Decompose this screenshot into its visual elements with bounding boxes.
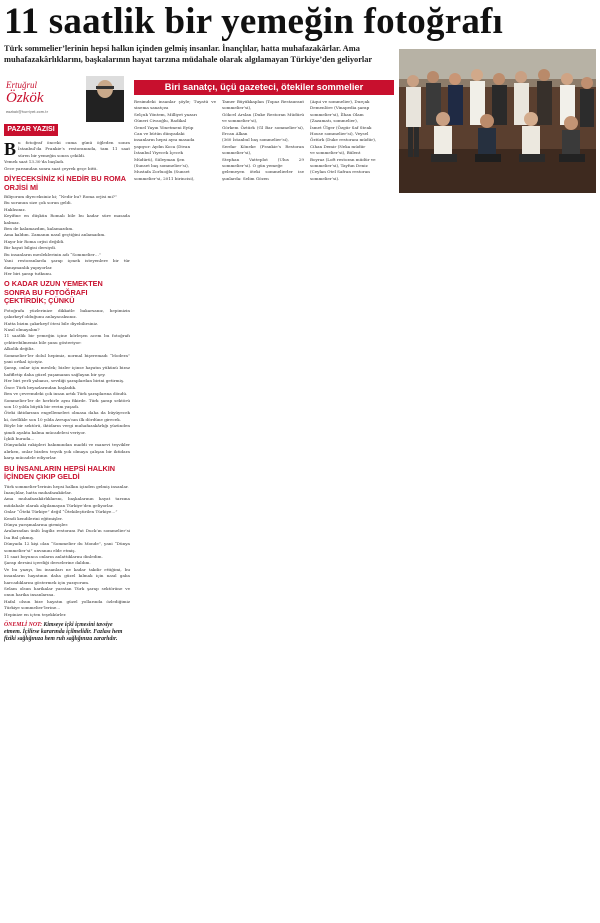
- body-paragraph: Nasıl olmayalım?: [4, 327, 40, 333]
- caption-line: (360 İstanbul baş sommelier’si),: [222, 137, 289, 143]
- body-paragraph: Gece yarısından sonra saat çeyrek geçe bitti.: [4, 165, 98, 171]
- column-tag: PAZAR YAZISI: [4, 124, 58, 136]
- body-paragraph: Bir hayat bilgisi dersiydi.: [4, 245, 57, 251]
- caption-line: (Sunset baş sommelier’si),: [134, 163, 189, 169]
- body-paragraph: Dünya yarışmalarına girmişler.: [4, 522, 69, 527]
- caption-line: insanların hepsi aynı masada: [134, 137, 195, 143]
- intro-text: u fotoğraf önceki cuma günü öğleden sonra İstanbul’da Frankie’s restoranında, tam 11 saat süren bir yemeğin sonra çekildi.: [18, 140, 130, 158]
- caption-line: sommelier’si, 2011 birincisi),: [134, 175, 195, 181]
- author-block: [4, 76, 128, 124]
- caption-line: Can ve bütün dünyadaki: [134, 131, 185, 137]
- caption-line: Görkem Öztürk (Gl Bar sommelier’si), Ercan Alkan: [222, 124, 304, 137]
- caption-line: House sommelier’si), Veysel: [310, 131, 369, 137]
- subheading-1: DİYECEKSİNİZ Kİ NEDİR BU ROMA ORJİSİ Mİ: [4, 174, 126, 192]
- author-email[interactable]: eozkok@hurriyet.com.tr: [6, 110, 49, 114]
- caption-line: İstanbul Yiyecek İçecek: [134, 150, 184, 156]
- body-paragraph: Şarap dersini içerdiği derselerine daldım.: [4, 560, 91, 566]
- author-glasses: [96, 86, 114, 89]
- body-paragraph: Dünyadaki rakipleri bakımından maddi ve manevi teşvikler alırken, onlar bizden teşvik yok olmaya çalışan bir iktidara karşı mücadele ediyorlar.: [4, 442, 130, 461]
- lead-paragraph: Türk sommelier’lerinin hepsi halkın içinden gelmiş insanlar. İnançlılar, hatta muhafazakârlar. Ama muhafazakârlıklarını, başkalarının hayat tarzına müdahale olarak algılamayan Türkiye’den geliyorlar: [4, 44, 373, 64]
- body-paragraph: Hepinize en içten teşekkürler.: [4, 611, 67, 617]
- body-paragraph: Bu sorunun size çok sorun geldi.: [4, 200, 72, 206]
- body-paragraph: Onlar “Öteki Türkiye” değil “Ötekileştirilen Türkiye…”: [4, 509, 118, 515]
- author-first-name: Ertuğrul: [6, 80, 38, 90]
- body-paragraph: 11 saatlik bir yemeğin içine körleşen acem bu fotoğrafı çektirebilmemiz bile şunu gösteriyor:: [4, 333, 130, 345]
- caption-line: Tamer Büyükkaplan (Topaz Restaurant sommelier’si),: [222, 99, 304, 111]
- important-note: [4, 622, 130, 643]
- body-paragraph: Yemek saat 13.30’da başladı.: [4, 159, 65, 165]
- body-paragraph: Aralarından ünlü İngiliz restoranı Fat Duck’ın sommelier’si İsa Bal çıkmış.: [4, 528, 130, 540]
- caption-col-1: [134, 99, 216, 182]
- body-paragraph: Alkolik değiliz.: [4, 346, 35, 352]
- headline: 11 saatlik bir yemeğin fotoğrafı: [4, 1, 504, 42]
- body-paragraph: Her biri şarap tutkunu.: [4, 270, 53, 276]
- caption-line: Serdar Köneke (Frankie’s Restoran sommelier’si),: [222, 143, 304, 156]
- caption-line: Cihan Demir (Neka müdür: [310, 143, 366, 149]
- caption-line: Güneri Civaoğlu, Radikal: [134, 118, 187, 124]
- body-paragraph: Keyifine en düşkün Romalı bile bu kadar süre masada kalmaz.: [4, 213, 130, 225]
- body-paragraph: Öteki iktidarının engellemeleri olmasa daha da büyüyecek ki, özellikle son 10 yılda Avrupa’nın ilk dördüne girecek.: [4, 410, 130, 422]
- body-paragraph: İnançlılar, hatta muhafazakârlar.: [4, 489, 72, 495]
- caption-col-3: [310, 99, 392, 182]
- body-paragraph: Böyle bir sektörü, iktidarın vergi muhafazakârlığı yüzünden şimdi ayakta kalma mücadelesi veriyor.: [4, 423, 130, 435]
- body-paragraph: İçkili burada...: [4, 435, 35, 441]
- caption-line: ve sommelier’si), Bülent: [310, 150, 361, 156]
- body-paragraph: Sommelier’ler dolul hepimiz, normal bişeremadı “Modera” yani ortkal içiciyiz.: [4, 352, 130, 365]
- caption-line: İsmet Ülger (Özgür Saf Steak: [310, 124, 372, 130]
- body-paragraph: Ben de kalamazdım, kalamazdım.: [4, 226, 74, 232]
- body-paragraph: Fotoğrafa yüzlerinize dikkatle bakarsanız, hepimizin çakırkeyf olduğunu anlayacaksınız.: [4, 307, 130, 320]
- group-photo-illustration: [399, 49, 596, 193]
- caption-banner: Biri sanatçı, üçü gazeteci, ötekiler sommelier: [134, 80, 394, 95]
- caption-line: yapıyor: Aydın Koca (Divan: [134, 143, 191, 149]
- author-photo: [86, 76, 124, 122]
- body-paragraph: Her biri yerli yabancı, sevdiği şaraplardan birini getirmiş.: [4, 378, 125, 384]
- caption-line: Gökcel Arslan (Duke Restoran Müdürü ve sommelier’si),: [222, 111, 304, 124]
- note-label: ÖNEMLİ NOT:: [4, 622, 43, 629]
- caption-line: Resimdeki insanlar şöyle; Tuyatü ve sinema sanatçısı: [134, 99, 216, 111]
- author-last-name: Özkök: [6, 90, 44, 106]
- caption-line: (Ceylan Otel Safran restoran: [310, 169, 370, 175]
- caption-line: sommelier’si), İlhan Olam: [310, 111, 364, 117]
- body-paragraph: Sommelier’ler de herbirle aynı fikirde. Türk şarap sektörü son 10 yılda büyük bir evrim yaşadı.: [4, 397, 130, 409]
- body-paragraph: Türk sommelier’lerinin hepsi halkın içinden gelmiş insanlar.: [4, 483, 129, 489]
- section-2: [4, 308, 130, 462]
- caption-line: Demenlöre (Vinapedia şarap: [310, 105, 370, 111]
- caption-line: (Zazamatı, sommelier),: [310, 118, 359, 124]
- caption-line: Selçuk Yöntem, Milliyet yazarı: [134, 111, 197, 117]
- caption-line: Boyraz (Loft restoran müdür ve: [310, 156, 376, 162]
- subheading-2: O KADAR UZUN YEMEKTEN SONRA BU FOTOĞRAFI ÇEKTİRDİK; ÇÜNKÜ: [4, 279, 103, 306]
- body-paragraph: Ama kaldım. Zamanın nasıl geçtiğini anlamadım.: [4, 232, 106, 238]
- body-paragraph: Yani restoranlarda şarap içmek isteyenlere bir tür danışmanlık yapıyorlar.: [4, 258, 130, 270]
- body-paragraph: Bu insanların mesleklerinin adı “Sommelier…”: [4, 251, 101, 257]
- body-paragraph: Ama muhafazakârlıklarını, başkalarının hayat tarzına müdahale olarak algılamayan Türkiye’den geliyorlar.: [4, 496, 130, 508]
- body-paragraph: Önce Türk beyazlarından başladık.: [4, 384, 77, 390]
- caption-line: Stephan Vatteplot (Ulus 29 sommelier’si). O gün yemeğe: [222, 156, 304, 169]
- intro-paragraph: [4, 140, 130, 159]
- caption-line: Mustafa Zorluoğlu (Sunset: [134, 169, 190, 175]
- caption-line: (Aqui ve sommelier), Durçak: [310, 99, 370, 104]
- drop-cap: B: [4, 139, 17, 159]
- note-text: Kimseye içki içmesini tavsiye etmem. İçilirse kararında içilmelidir. Fazlası hem fiziki sağlığınıza hem ruh sağlığınıza zararlıdır.: [4, 622, 123, 643]
- body-paragraph: Hayır bir Roma orjisi değildi.: [4, 238, 65, 244]
- caption-line: sommelier’si).: [310, 175, 340, 181]
- body-paragraph: Şarap, onlar için meslek; bizler içinse hayatın yükünü biraz hafifletip daha güzel yaşamanın sağlayan bir şey.: [4, 365, 130, 377]
- body-paragraph: Biliyorum diyeceksiniz ki; “Nedir bu? Roma orjisi mi?”: [4, 194, 118, 200]
- section-3: [4, 484, 130, 619]
- body-paragraph: Ben ve çevremdeki çok insan artık Türk şaraplarına döndü.: [4, 391, 128, 397]
- main-column: [4, 140, 130, 643]
- caption-line: Genel Yayın Yönetmeni Eyüp: [134, 124, 194, 130]
- caption-line: Müdürü), Süleyman Şen: [134, 156, 185, 162]
- group-photo: [399, 49, 596, 193]
- subheading-3: BU İNSANLARIN HEPSİ HALKIN İÇİNDEN ÇIKIP GELDİ: [4, 463, 116, 482]
- caption-line: gelemeyen öteki sommelierler ise şunlarda: Selim Gözen: [222, 169, 304, 181]
- body-paragraph: Hatta bizim çakırkeyf ötesi bile diyebilirsiniz.: [4, 320, 99, 326]
- author-face: [97, 80, 113, 98]
- body-paragraph: Haklısınız.: [4, 206, 26, 212]
- body-paragraph: Ve bu yazıyı, bu insanları ne kadar takdir ettiğimi, bu insanların hayatının daha güzel kılmak için nasıl gaba harcadıklarını göstermek için yazıyorum.: [4, 566, 130, 585]
- body-paragraph: Hafal olsun bize hayatın güzel yollarında özlediğimiz Türkiye sommelier’lerine...: [4, 598, 130, 611]
- body-paragraph: Kendi kendilerini eğitmişler.: [4, 515, 63, 521]
- caption-col-2: [222, 99, 304, 182]
- caption-line: sommelier’si), Tayfun Deniz: [310, 163, 368, 169]
- section-1: [4, 194, 130, 277]
- body-paragraph: Dünyada 12 kişi olan “Sommelier du Monde”, yani “Dünya sommelier’si” unvanını elde etmiş.: [4, 541, 130, 553]
- person-9: [580, 77, 594, 127]
- caption-line: Öztürk (Duke restoranı müdür),: [310, 137, 377, 143]
- body-paragraph: 11 saat boyunca onların anlattıklarını dinledim.: [4, 554, 103, 560]
- body-paragraph: Selam olsun harikalar yaratan Türk şarap sektörüne ve onun harika insanlarına.: [4, 586, 130, 598]
